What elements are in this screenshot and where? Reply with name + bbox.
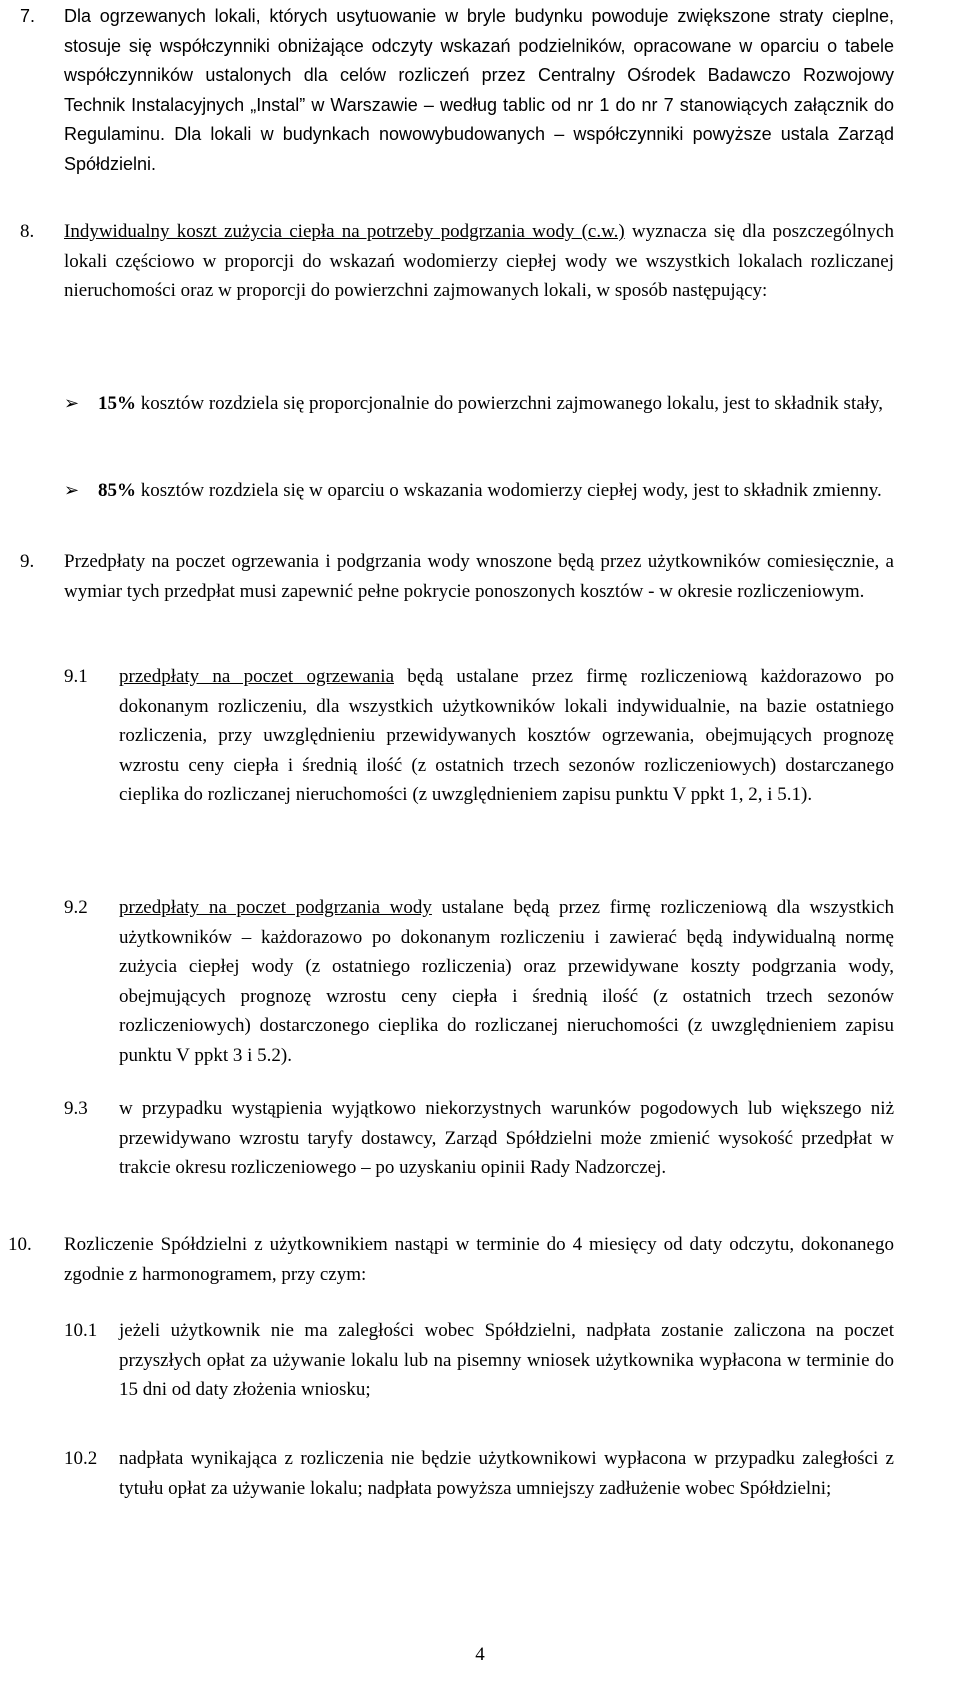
item-9-2-number: 9.2 — [64, 897, 88, 918]
item-10-number: 10. — [8, 1234, 32, 1255]
item-10-text: Rozliczenie Spółdzielni z użytkownikiem nastąpi w terminie do 4 miesięcy od daty odczytu, dokonanego zgodnie z harmonogramem, przy czym: — [64, 1234, 894, 1285]
item-7-text: Dla ogrzewanych lokali, których usytuowanie w bryle budynku powoduje zwiększone straty cieplne, stosuje się współczynniki obniżające odczyty wskazań podzielników, opracowane w oparciu o tabele współczynników ustalonych dla celów rozliczeń przez Centralny Ośrodek Badawczo Rozwojowy Technik Instalacyjnych „Instal” w Warszawie – według tablic od nr 1 do nr 7 stanowiących załącznik do Regulaminu. Dla lokali w budynkach nowowybudowanych – współczynniki powyższe ustala Zarząd Spółdzielni. — [64, 6, 894, 174]
page-number: 4 — [475, 1644, 485, 1665]
item-8-text: wyznacza się dla poszczególnych lokali częściowo w proporcji do wskazań wodomierzy ciepłej wody we wszystkich lokalach rozliczanej nieruchomości oraz w proporcji do powierzchni zajmowanych lokali, w sposób następujący: — [64, 221, 894, 301]
item-9-1-text: będą ustalane przez firmę rozliczeniową każdorazowo po dokonanym rozliczeniu, dla wszystkich użytkowników lokali indywidualnie, na bazie ostatniego rozliczenia, przy uwzględnieniu przewidywanych kosztów ogrzewania, obejmujących prognozę wzrostu ceny ciepła i średnią ilość (z ostatnich trzech sezonów rozliczeniowych) dostarczanego cieplika do rozliczanej nieruchomości (z uwzględnieniem zapisu punktu V ppkt 1, 2, i 5.1). — [119, 666, 894, 805]
item-7-number: 7. — [20, 6, 36, 26]
item-9-3-number: 9.3 — [64, 1098, 88, 1119]
item-8-bullet-2 — [98, 476, 894, 506]
item-9-number: 9. — [20, 551, 35, 572]
bullet-2-percent: 85% — [98, 480, 136, 501]
item-9-1-paragraph — [119, 662, 894, 810]
bullet-1-text: kosztów rozdziela się proporcjonalnie do powierzchni zajmowanego lokalu, jest to składnik stały, — [136, 393, 883, 414]
arrow-bullet-icon: ➢ — [64, 393, 80, 414]
bullet-2-text: kosztów rozdziela się w oparciu o wskazania wodomierzy ciepłej wody, jest to składnik zmienny. — [136, 480, 882, 501]
item-10-1-text: jeżeli użytkownik nie ma zaległości wobec Spółdzielni, nadpłata zostanie zaliczona na poczet przyszłych opłat za używanie lokalu lub na pisemny wniosek użytkownika wypłacona w terminie do 15 dni od daty złożenia wniosku; — [119, 1320, 894, 1400]
item-10-2-number: 10.2 — [64, 1448, 98, 1469]
item-10-2-text: nadpłata wynikająca z rozliczenia nie będzie użytkownikowi wypłacona w przypadku zaległości z tytułu opłat za używanie lokalu; nadpłata powyższa umniejszy zadłużenie wobec Spółdzielni; — [119, 1448, 894, 1499]
item-9-1-number: 9.1 — [64, 666, 88, 687]
item-8-paragraph — [64, 217, 894, 306]
arrow-bullet-icon: ➢ — [64, 480, 80, 501]
item-9-2-text: ustalane będą przez firmę rozliczeniową dla wszystkich użytkowników – każdorazowo po dokonanym rozliczeniu i zawierać będą indywidualną normę zużycia ciepłej wody (z ostatniego rozliczenia) oraz przewidywane koszty podgrzania wody, obejmujących prognozę wzrostu ceny ciepła i średnią ilość (z ostatnich trzech sezonów rozliczeniowych) dostarczonego cieplika do rozliczanej nieruchomości (z uwzględnieniem zapisu punktu V ppkt 3 i 5.2). — [119, 897, 894, 1066]
item-8-number: 8. — [20, 221, 35, 242]
item-9-2-paragraph — [119, 893, 894, 1070]
item-8-underlined-lead: Indywidualny koszt zużycia ciepła na potrzeby podgrzania wody (c.w.) — [64, 221, 625, 242]
item-8-bullet-1 — [98, 389, 894, 419]
item-9-2-underlined-lead: przedpłaty na poczet podgrzania wody — [119, 897, 432, 918]
item-9-text: Przedpłaty na poczet ogrzewania i podgrzania wody wnoszone będą przez użytkowników comiesięcznie, a wymiar tych przedpłat musi zapewnić pełne pokrycie ponoszonych kosztów - w okresie rozliczeniowym. — [64, 551, 894, 602]
item-10-1-number: 10.1 — [64, 1320, 98, 1341]
item-9-3-text: w przypadku wystąpienia wyjątkowo niekorzystnych warunków pogodowych lub większego niż przewidywano wzrostu taryfy dostawcy, Zarząd Spółdzielni może zmienić wysokość przedpłat w trakcie okresu rozliczeniowego – po uzyskaniu opinii Rady Nadzorczej. — [119, 1098, 894, 1178]
bullet-1-percent: 15% — [98, 393, 136, 414]
item-9-1-underlined-lead: przedpłaty na poczet ogrzewania — [119, 666, 395, 687]
